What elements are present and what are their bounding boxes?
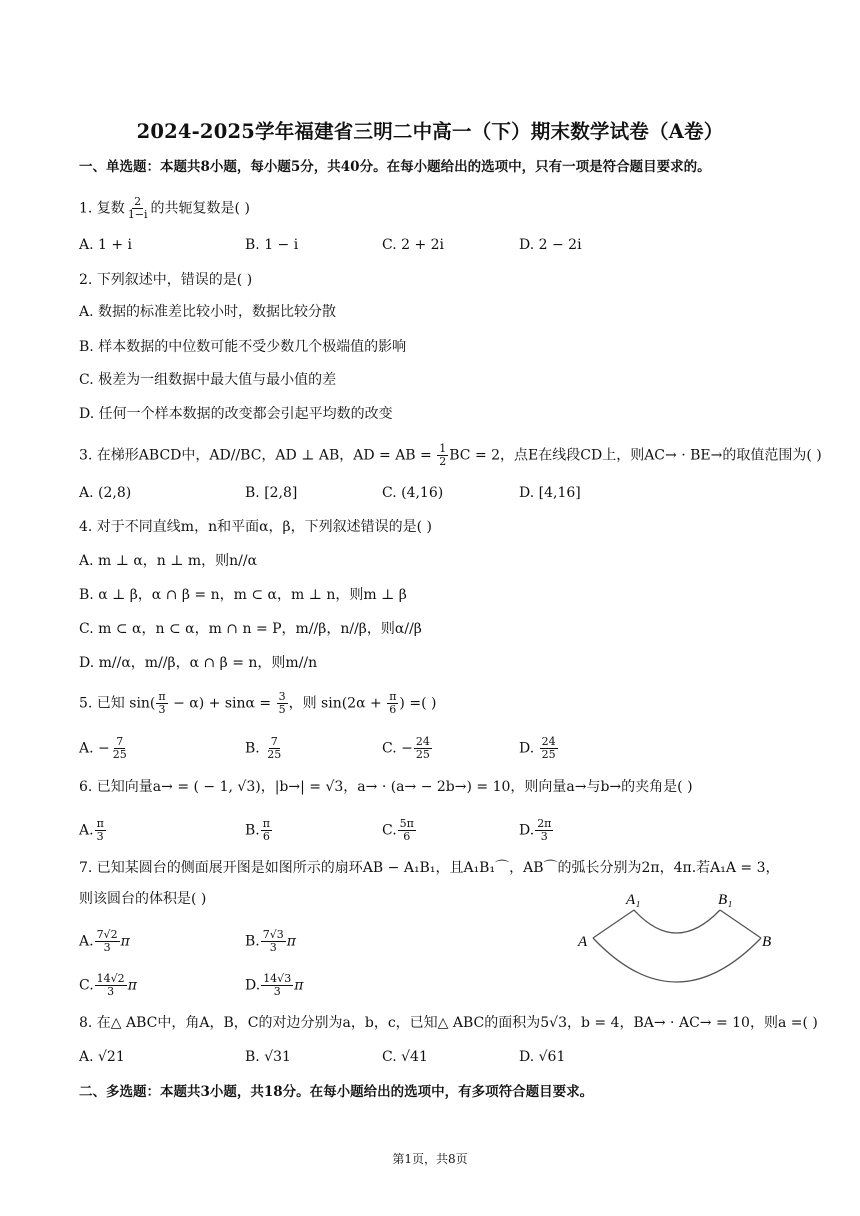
q5-f2-num: 3 bbox=[278, 690, 286, 703]
q1-frac-num: 2 bbox=[134, 195, 142, 208]
q5-c-den: 25 bbox=[415, 748, 430, 761]
q7-c-frac bbox=[95, 973, 127, 998]
q5-option-d bbox=[519, 736, 559, 761]
q3-option-d: D. [4,16] bbox=[519, 485, 581, 501]
label-A1: A₁ bbox=[626, 892, 641, 908]
q6-b-label: B. bbox=[245, 822, 260, 839]
q5-c-num: 24 bbox=[415, 735, 430, 748]
sector-ring-figure bbox=[568, 886, 788, 998]
q7-b-den: 3 bbox=[269, 941, 277, 954]
q4-option-b: B. α ⊥ β，α ∩ β = n，m ⊂ α，m ⊥ n，则m ⊥ β bbox=[79, 587, 407, 603]
inner-arc bbox=[634, 910, 720, 933]
q1-frac-den: 1−i bbox=[127, 208, 148, 221]
q6-c-num: 5π bbox=[399, 817, 414, 830]
q1-stem-text: 1. 复数 bbox=[79, 200, 125, 217]
q6-option-b bbox=[245, 818, 273, 843]
q3-fraction bbox=[437, 443, 448, 468]
q3-option-a: A. (2,8) bbox=[79, 485, 132, 501]
q5-d-label: D. bbox=[519, 740, 539, 757]
q1-option-c: C. 2 + 2i bbox=[382, 237, 445, 253]
label-B1: B₁ bbox=[718, 892, 733, 908]
q7-b-label: B. bbox=[245, 933, 260, 950]
question-5-stem bbox=[79, 691, 436, 716]
q6-b-frac bbox=[261, 818, 272, 843]
q5-fraction-3 bbox=[387, 691, 398, 716]
q8-option-c: C. √41 bbox=[382, 1049, 428, 1065]
q5-f3-den: 6 bbox=[389, 703, 397, 716]
q7-option-d bbox=[245, 973, 303, 998]
q7-option-c bbox=[79, 973, 137, 998]
question-8-stem: 8. 在△ ABC中，角A，B，C的对边分别为a，b，c，已知△ ABC的面积为5√3，b = 4，BA→ · AC→ = 10，则a =( ) bbox=[79, 1015, 818, 1031]
q7-option-a bbox=[79, 929, 130, 954]
q5-b-num: 7 bbox=[270, 735, 278, 748]
q4-option-d: D. m//α，m//β，α ∩ β = n，则m//n bbox=[79, 655, 318, 671]
q2-option-a: A. 数据的标准差比较小时，数据比较分散 bbox=[79, 304, 337, 320]
q4-option-a: A. m ⊥ α，n ⊥ m，则n//α bbox=[79, 553, 258, 569]
outer-arc bbox=[593, 938, 761, 982]
q4-option-c: C. m ⊂ α，n ⊂ α，m ∩ n = P，m//β，n//β，则α//β bbox=[79, 621, 422, 637]
q5-stem-c: ，则 sin(2α + bbox=[288, 695, 387, 712]
q2-option-d: D. 任何一个样本数据的改变都会引起平均数的改变 bbox=[79, 406, 393, 422]
q6-option-c bbox=[382, 818, 417, 843]
q5-f1-den: 3 bbox=[158, 703, 166, 716]
q7-a-den: 3 bbox=[103, 941, 111, 954]
q1-option-b: B. 1 − i bbox=[245, 237, 299, 253]
label-A: A bbox=[578, 934, 588, 950]
section-heading-single-choice: 一、单选题：本题共8小题，每小题5分，共40分。在每小题给出的选项中，只有一项是符合题目要求的。 bbox=[79, 159, 711, 175]
q6-c-frac bbox=[398, 818, 416, 843]
q6-d-label: D. bbox=[519, 822, 535, 839]
label-B: B bbox=[762, 934, 772, 950]
q7-option-b bbox=[245, 929, 296, 954]
right-edge bbox=[720, 910, 761, 938]
q1-fraction bbox=[126, 196, 150, 221]
question-7-stem-line-1: 7. 已知某圆台的侧面展开图是如图所示的扇环AB − A₁B₁，且A₁B₁⌒，AB⌒的弧长分别为2π，4π.若A₁A = 3， bbox=[79, 860, 780, 876]
q3-stem-text: 3. 在梯形ABCD中，AD//BC，AD ⊥ AB，AD = AB = bbox=[79, 447, 437, 464]
q3-option-c: C. (4,16) bbox=[382, 485, 444, 501]
q5-stem-d: ) =( ) bbox=[399, 695, 437, 712]
q6-c-den: 6 bbox=[403, 830, 411, 843]
q5-b-label: B. bbox=[245, 740, 265, 757]
q1-option-a: A. 1 + i bbox=[79, 237, 133, 253]
q5-a-den: 25 bbox=[112, 748, 127, 761]
q7-a-tail: π bbox=[120, 933, 130, 950]
q7-d-den: 3 bbox=[273, 985, 281, 998]
q8-option-a: A. √21 bbox=[79, 1049, 125, 1065]
q6-d-den: 3 bbox=[540, 830, 548, 843]
q6-d-num: 2π bbox=[537, 817, 552, 830]
q6-a-num: π bbox=[96, 817, 104, 830]
q5-d-num: 24 bbox=[541, 735, 556, 748]
q5-d-den: 25 bbox=[541, 748, 556, 761]
question-7-stem-line-2: 则该圆台的体积是( ) bbox=[79, 891, 207, 907]
q5-d-frac bbox=[540, 736, 558, 761]
q7-a-frac bbox=[95, 929, 120, 954]
q5-option-c bbox=[382, 736, 433, 761]
q5-f1-num: π bbox=[158, 690, 166, 703]
page-footer: 第1页，共8页 bbox=[392, 1152, 468, 1166]
q7-c-den: 3 bbox=[107, 985, 115, 998]
q6-a-frac bbox=[95, 818, 106, 843]
q5-a-label: A. − bbox=[79, 740, 110, 757]
q6-option-d bbox=[519, 818, 554, 843]
q3-option-b: B. [2,8] bbox=[245, 485, 298, 501]
q8-option-b: B. √31 bbox=[245, 1049, 291, 1065]
q5-option-a bbox=[79, 736, 130, 761]
q7-c-label: C. bbox=[79, 977, 94, 994]
q6-a-den: 3 bbox=[96, 830, 104, 843]
q6-d-frac bbox=[535, 818, 553, 843]
q7-d-num: 14√3 bbox=[263, 972, 292, 985]
q5-fraction-2 bbox=[277, 691, 288, 716]
q1-stem-text-tail: 的共轭复数是( ) bbox=[150, 200, 250, 217]
q5-option-b bbox=[245, 736, 284, 761]
q6-c-label: C. bbox=[382, 822, 397, 839]
q7-b-tail: π bbox=[286, 933, 296, 950]
q7-c-tail: π bbox=[127, 977, 137, 994]
q5-stem-a: 5. 已知 sin( bbox=[79, 695, 156, 712]
q6-b-den: 6 bbox=[262, 830, 270, 843]
q5-stem-b: − α) + sinα = bbox=[168, 695, 276, 712]
q5-a-frac bbox=[111, 736, 129, 761]
q5-c-label: C. − bbox=[382, 740, 413, 757]
page-title: 2024-2025学年福建省三明二中高一（下）期末数学试卷（A卷） bbox=[136, 120, 724, 143]
q3-frac-den: 2 bbox=[439, 455, 447, 468]
q7-b-frac bbox=[261, 929, 286, 954]
question-4-stem: 4. 对于不同直线m，n和平面α，β，下列叙述错误的是( ) bbox=[79, 519, 433, 535]
q7-c-num: 14√2 bbox=[96, 972, 125, 985]
q5-b-den: 25 bbox=[267, 748, 282, 761]
q2-option-c: C. 极差为一组数据中最大值与最小值的差 bbox=[79, 372, 337, 388]
q7-a-label: A. bbox=[79, 933, 94, 950]
question-1-stem bbox=[79, 196, 250, 221]
q7-d-tail: π bbox=[294, 977, 304, 994]
q5-b-frac bbox=[265, 736, 283, 761]
q5-fraction-1 bbox=[156, 691, 167, 716]
q6-option-a bbox=[79, 818, 107, 843]
q7-b-num: 7√3 bbox=[262, 928, 284, 941]
q5-f3-num: π bbox=[389, 690, 397, 703]
q5-f2-den: 5 bbox=[278, 703, 286, 716]
q6-a-label: A. bbox=[79, 822, 94, 839]
q3-stem-text-tail: BC = 2，点E在线段CD上，则AC→ · BE→的取值范围为( ) bbox=[449, 447, 822, 464]
q6-b-num: π bbox=[262, 817, 270, 830]
section-heading-multiple-choice: 二、多选题：本题共3小题，共18分。在每小题给出的选项中，有多项符合题目要求。 bbox=[79, 1084, 594, 1100]
question-2-stem: 2. 下列叙述中，错误的是( ) bbox=[79, 272, 253, 288]
q7-d-frac bbox=[261, 973, 293, 998]
q7-d-label: D. bbox=[245, 977, 261, 994]
question-6-stem: 6. 已知向量a→ = ( − 1, √3)，|b→| = √3，a→ · (a→ − 2b→) = 10，则向量a→与b→的夹角是( ) bbox=[79, 779, 693, 795]
q3-frac-num: 1 bbox=[439, 442, 447, 455]
question-3-stem bbox=[79, 443, 822, 468]
q7-a-num: 7√2 bbox=[96, 928, 118, 941]
q8-option-d: D. √61 bbox=[519, 1049, 566, 1065]
left-edge bbox=[593, 910, 634, 938]
q5-c-frac bbox=[414, 736, 432, 761]
q2-option-b: B. 样本数据的中位数可能不受少数几个极端值的影响 bbox=[79, 339, 407, 355]
q5-a-num: 7 bbox=[116, 735, 124, 748]
q1-option-d: D. 2 − 2i bbox=[519, 237, 582, 253]
